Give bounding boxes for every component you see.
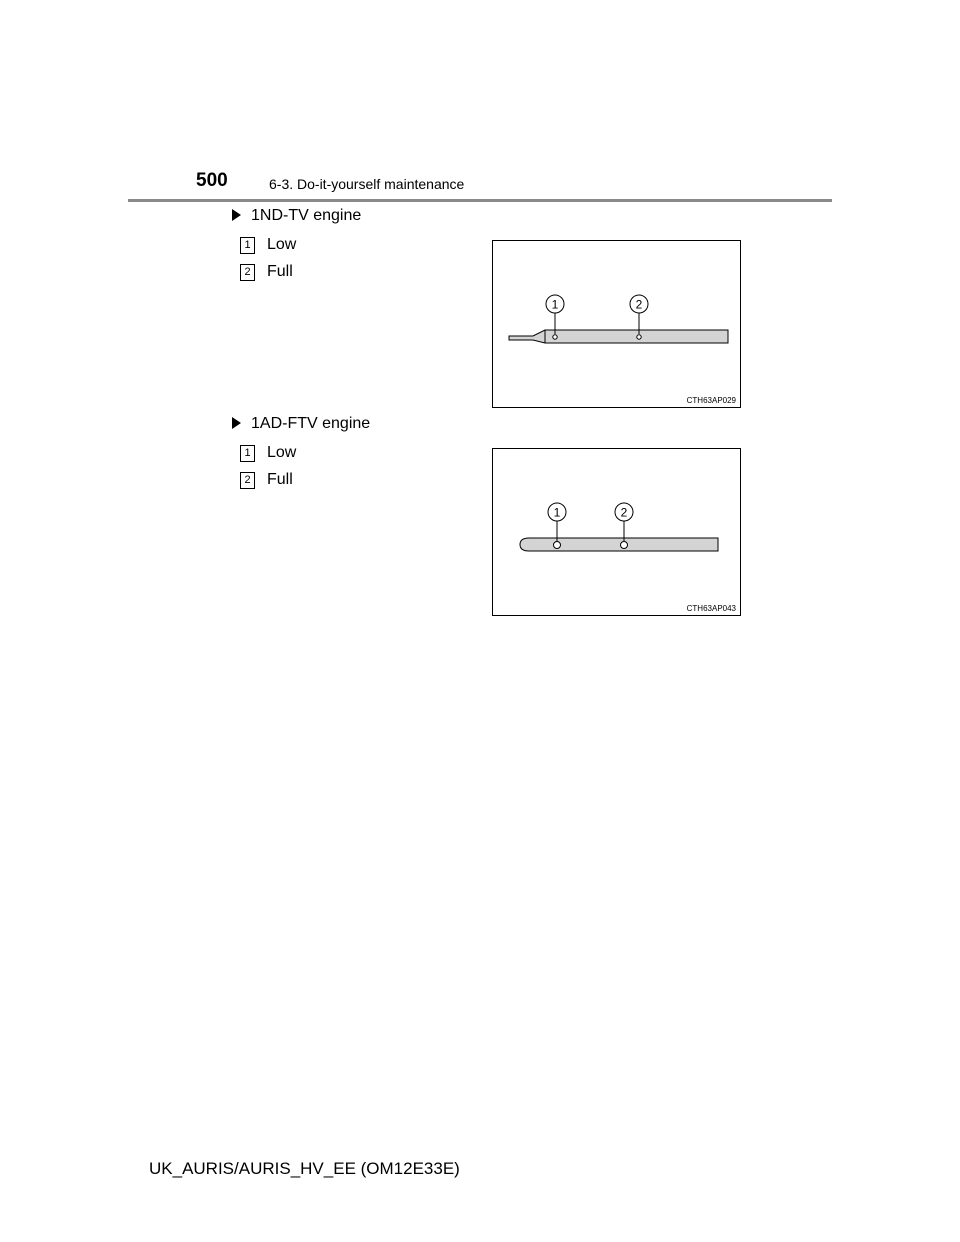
low-mark xyxy=(554,542,561,549)
triangle-bullet-icon xyxy=(232,417,241,429)
full-mark xyxy=(637,335,641,339)
figure-code: CTH63AP043 xyxy=(686,604,736,613)
callout-number: 1 xyxy=(553,505,561,520)
list-item-full xyxy=(240,263,293,281)
document-id-footer: UK_AURIS/AURIS_HV_EE (OM12E33E) xyxy=(149,1159,460,1178)
dipstick-shape xyxy=(520,538,718,551)
low-mark xyxy=(553,335,557,339)
dipstick-figure-1nd-tv xyxy=(492,240,741,408)
item-label: Low xyxy=(267,236,297,253)
dipstick-illustration xyxy=(493,241,740,407)
dipstick-illustration xyxy=(493,449,740,615)
page-number: 500 xyxy=(196,170,228,191)
item-number-badge: 2 xyxy=(240,264,255,281)
engine-heading-label: 1ND-TV engine xyxy=(251,207,362,224)
engine-heading-1ad-ftv xyxy=(232,415,370,433)
engine-heading-label: 1AD-FTV engine xyxy=(251,415,371,432)
full-mark xyxy=(621,542,628,549)
list-item-low xyxy=(240,236,296,254)
item-number-badge: 1 xyxy=(240,445,255,462)
item-number-badge: 1 xyxy=(240,237,255,254)
list-item-low xyxy=(240,444,296,462)
callout-number: 2 xyxy=(620,505,628,520)
engine-heading-1nd-tv xyxy=(232,207,361,225)
dipstick-figure-1ad-ftv xyxy=(492,448,741,616)
section-title: 6-3. Do-it-yourself maintenance xyxy=(269,176,465,192)
item-label: Full xyxy=(267,471,293,488)
list-item-full xyxy=(240,471,293,489)
item-label: Low xyxy=(267,444,297,461)
header-divider xyxy=(128,199,832,202)
callout-number: 1 xyxy=(551,297,559,312)
callout-number: 2 xyxy=(635,297,643,312)
figure-code: CTH63AP029 xyxy=(686,396,736,405)
dipstick-shape xyxy=(509,330,728,343)
item-label: Full xyxy=(267,263,293,280)
item-number-badge: 2 xyxy=(240,472,255,489)
triangle-bullet-icon xyxy=(232,209,241,221)
